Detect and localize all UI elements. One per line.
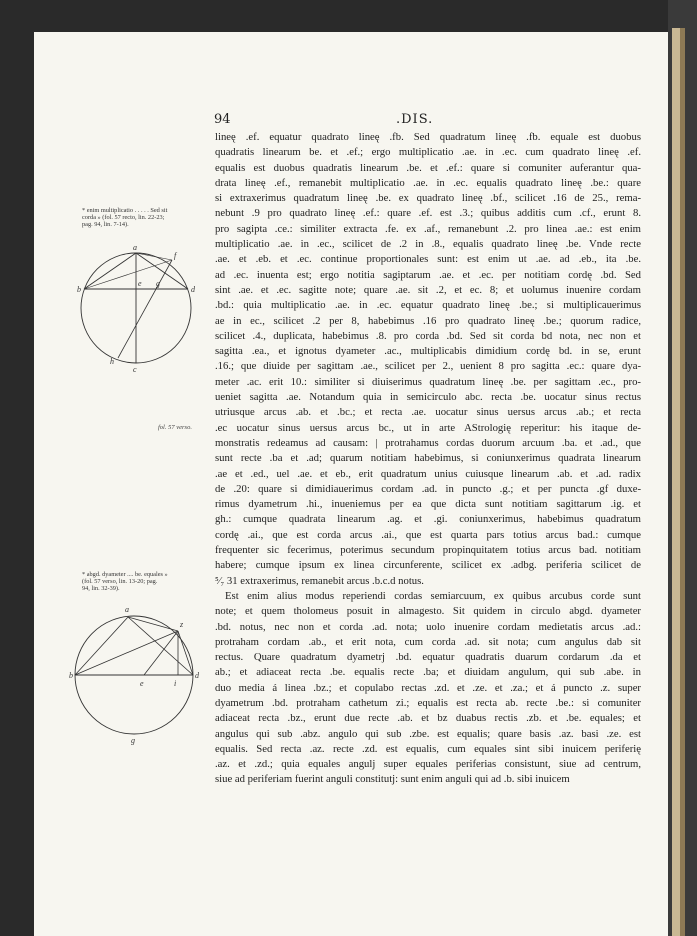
text-line: ae in ec., scilicet .2 per 8, habebimus .16 pro quadrato lineę .be.; quorum radice, [215, 314, 641, 327]
text-line: protraham cordam .ab., et erit nota, cum corda .ad. sit nota; cum angulus dab sit [215, 635, 641, 648]
fig2-label-a: a [125, 605, 129, 614]
book-edge [668, 0, 697, 936]
fig1-label-d: d [191, 285, 195, 294]
main-text [215, 130, 641, 788]
text-line: .ae. et .eb. et .ec. continue proportionales sunt: est enim ut .ae. ad .eb., ita .be. [215, 253, 641, 266]
text-line: drata lineę .ef., remanebit multiplicatio .ae. in .ec. equalis quadrato lineę .be.: quare [215, 176, 641, 189]
fig2-label-z: z [180, 620, 184, 629]
text-line: duo media á linea .bz.; et copulabo rectas .zd. et .ze. et .za.; et á puncto .z. super [215, 681, 641, 694]
text-line: cordę .ai., que est corda arcus .ai., que est quarta pars totius arcus bad.: cumque [215, 528, 641, 541]
fig2-label-d: d [195, 671, 199, 680]
text-line: frequenter sic fecerimus, poterimus secundum propinquitatem totius arcus bad. notitiam [215, 544, 641, 557]
text-line: rectus. Quare quadratum dyametrj .bd. equatur quadratis duarum cordarum .da et [215, 651, 641, 664]
side-note-2-line: 94, lin. 32-39). [82, 585, 120, 593]
circle-diagram-2 [70, 590, 200, 750]
text-line: .ec uocatur sinus uersus arcus bc., ut in arte AStrologię reperitur: his itaque de- [215, 421, 641, 434]
text-line: siue ad periferiam fuerint anguli constitutj: sunt enim anguli qui ad .b. sibi inuicem [215, 773, 570, 786]
side-note-1 [82, 207, 167, 229]
side-note-2-line: * abgd. dyameter .... be. equales » [82, 571, 168, 578]
fig1-label-h: h [110, 357, 114, 366]
fig1-label-b: b [77, 285, 81, 294]
folio-marker: fol. 57 verso. [158, 424, 192, 431]
text-line: monstratis redeamus ad causam: | protrahamus cordas duorum arcuum .ba. et .ad., que [215, 436, 641, 449]
text-line: ad .ec. inuenta est; ergo notitia sagiptarum .ae. et .ec. per notitiam cordę .bd. Sed [215, 268, 641, 281]
text-line: adiaceat recta .bz., erunt due recte .ab. et bz duabus rectis .zb. et .be. equales; et [215, 712, 641, 725]
text-line: lineę .ef. equatur quadrato lineę .fb. Sed quadratum lineę .fb. equale est duobus [215, 131, 641, 143]
side-note-2-line: (fol. 57 verso, lin. 13-20; pag. [82, 578, 158, 586]
text-line: de .20: quare si dimidiauerimus cordam .ad. in puncto .g.; et per puncta .gf duxe- [215, 482, 641, 495]
fig1-label-f: f [174, 251, 177, 260]
text-line: equalis est duobus quadratis linearum .be. et .ef.: quare si comuniter auferantur qua- [215, 161, 641, 174]
fig1-label-a: a [133, 243, 137, 252]
fig2-label-b: b [69, 671, 73, 680]
text-line: si extraxerimus quadratum lineę .be. ex quadrato lineę .bf., scilicet .16 de 25., rema- [215, 192, 641, 205]
fig2-label-g: g [131, 736, 135, 745]
text-line: scilicet .4., duplicata, habebimus .8. pro corda .bd. Sed sit corda bd nota, nec non et [215, 329, 641, 342]
fig2-label-e: e [140, 679, 144, 688]
text-line: ab.; et adiaceat recta .be. equalis recte .ba; et diuidam angulum, qui sub .abe. in [215, 666, 641, 679]
text-line: ⁵⁄₇ 31 extraxerimus, remanebit arcus .b.c.d notus. [215, 574, 424, 587]
text-line: ueniet sagitta .ae. Notandum quia in semicirculo abc. recta .be. uocatur sinus rectus [215, 391, 641, 404]
text-line: .ae et .ed., uel .ae. et eb., erit quadratum unius cuiusque linearum .ab. et .ad. radix [215, 467, 641, 480]
running-head: .DIS. [396, 112, 434, 127]
fig1-label-c: c [133, 365, 137, 374]
text-line: rimus dyametrum .hi., inueniemus per ea que dicta sunt notitiam sagittarum .ig. et [215, 498, 641, 511]
text-line: pro sagipta .ce.: similiter extracta .fe. ex .af., remanebunt .2. pro linea .ae.: est enim [215, 222, 641, 235]
text-line: quadratis linearum be. et .ef.; ergo multiplicatio .ae. in .ec. cum quadrato lineę .ef. [215, 146, 641, 159]
text-line: .bd.: quia multiplicatio .ae. in .ec. equatur quadrato lineę .be.; si multiplicauerimus [215, 299, 641, 312]
text-line: equalis. Sed recta .az. recte .zd. est equalis, cum equales sint sibi inuicem periferię [215, 742, 641, 755]
text-line: .bd. notus, nec non et corda .ad. nota; uolo inuenire cordam medietatis arcus .ad.: [215, 620, 641, 633]
text-line: utriusque arcus .ab. et .bc.; et recta .ae. uocatur sinus uersus arcus .ab.; et recta [215, 406, 641, 419]
text-line: multiplicatio .ae. in .ec., scilicet de .2 in .8., equalis quadrato lineę .be. Vnde recte [215, 238, 641, 251]
side-note-1-line: corda » (fol. 57 recto, lin. 22-23; [82, 214, 165, 222]
text-line: habere; cumque ipsum ex linea circunferente, scilicet ex .adbg. periferia scilicet de [215, 559, 641, 572]
text-line: sunt recte .ba et .ad; quarum notitiam habebimus, si coniunxerimus quadrata linearum [215, 452, 641, 465]
side-note-1-line: * enim multiplicatio . . . . . Sed sit [82, 207, 168, 214]
circle-diagram-1 [76, 242, 206, 372]
text-line: Est enim alius modus reperiendi cordas semiarcuum, ex quibus arcubus corde sunt [225, 589, 641, 602]
side-note-1-line: pag. 94, lin. 7-14). [82, 221, 129, 229]
text-line: nebunt .9 pro quadrato lineę .ef.: quare .ef. est .3.; quibus additis cum .cf., erunt 8. [215, 207, 641, 220]
fig1-label-e: e [138, 279, 142, 288]
text-line: .az. et .zd.; quia equales angulj super equales periferias consistunt, siue ad centrum, [215, 758, 641, 771]
text-line: gh.: cumque quadrata linearum .ag. et .gi. coniunxerimus, habebimus quadratum [215, 513, 641, 526]
page-number: 94 [214, 112, 231, 127]
text-line: note; et quem tholomeus posuit in almagesto. Sit quidem in circulo abgd. dyameter [215, 605, 641, 618]
fig2-label-i: i [174, 679, 177, 688]
text-line: meter .ac. erit 10.: similiter si diuiserimus quadratum lineę .be. per sagittam .ec., pro- [215, 375, 641, 388]
text-line: dyametrum .bd. protraham cathetum zi.; equalis est recta ab. recte .be.: si comuniter [215, 696, 641, 709]
text-line: .16.; que diuide per sagittam .ae., scilicet per 2., uenient 8 pro sagitta .ec.: quare dya- [215, 360, 641, 373]
fig1-label-g: g [156, 279, 160, 288]
text-line: sint .ae. et .ec. sagitte note; quare .ae. sit .2, et ec. 8; et uolumus inuenire cordam [215, 283, 641, 296]
text-line: sagitta .ea., et ignotus dyameter .ac., multiplicabis dimidium cordę bd. in se, erunt [215, 345, 641, 358]
text-line: angulus qui sub .abz. angulo qui sub .zbe. est equalis; quare basis .az. basi .ze. est [215, 727, 641, 740]
